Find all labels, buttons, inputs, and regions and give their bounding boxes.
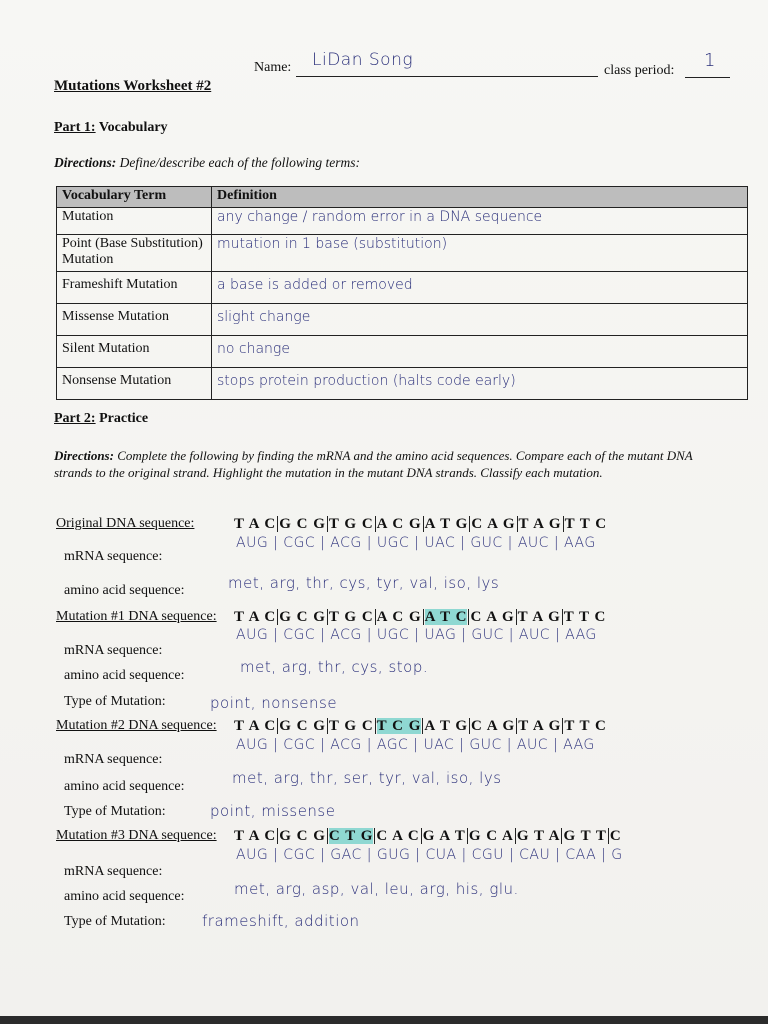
codon: G C G — [279, 516, 326, 532]
mutation3-mrna-answer: AUG | CGC | GAC | GUG | CUA | CGU | CAU | CAA | G — [236, 847, 623, 863]
mutation3-amino-answer: met, arg, asp, val, leu, arg, his, glu. — [234, 880, 519, 898]
class-period-value: 1 — [704, 50, 716, 71]
codon: T A C — [234, 516, 277, 532]
mutation2-mrna-answer: AUG | CGC | ACG | AGC | UAC | GUC | AUC | AAG — [236, 737, 595, 753]
class-period-underline — [685, 77, 730, 78]
mutation3-mrna-label: mRNA sequence: — [64, 864, 163, 879]
codon-separator — [327, 718, 328, 734]
codon: C A G — [471, 718, 516, 734]
codon: T G C — [328, 609, 374, 625]
mutation1-dna-label: Mutation #1 DNA sequence: — [56, 609, 217, 624]
worksheet-title: Mutations Worksheet #2 — [54, 78, 212, 94]
term-cell: Mutation — [57, 208, 212, 235]
codon: T A C — [234, 718, 277, 734]
part2-title: Practice — [99, 411, 149, 426]
part2-directions-prefix: Directions: — [54, 448, 114, 463]
part1-directions-prefix: Directions: — [54, 155, 117, 170]
term-cell: Frameshift Mutation — [57, 272, 212, 304]
codon: C A C — [376, 828, 420, 844]
part1-directions-text: Define/describe each of the following terms: — [119, 155, 360, 170]
mutation1-type-answer: point, nonsense — [210, 694, 338, 712]
mutation3-dna-sequence — [234, 828, 622, 845]
mutation2-dna-label: Mutation #2 DNA sequence: — [56, 718, 217, 733]
vocabulary-table — [56, 186, 748, 400]
codon: G C A — [468, 828, 514, 844]
col-vocabulary-term: Vocabulary Term — [57, 187, 212, 208]
mutation1-mrna-answer: AUG | CGC | ACG | UGC | UAG | GUC | AUC | AAG — [236, 627, 597, 643]
definition-cell: slight change — [212, 304, 748, 336]
part1-title: Vocabulary — [98, 120, 168, 135]
original-amino-answer: met, arg, thr, cys, tyr, val, iso, lys — [228, 574, 500, 592]
mutation1-amino-answer: met, arg, thr, cys, stop. — [240, 658, 429, 676]
codon: T A C — [234, 609, 277, 625]
mutation2-mrna-label: mRNA sequence: — [64, 752, 163, 767]
codon: A C G — [376, 516, 422, 532]
part2-directions — [54, 447, 734, 481]
term-cell: Missense Mutation — [57, 304, 212, 336]
codon-separator — [423, 609, 424, 625]
codon-separator — [375, 516, 376, 532]
col-definition: Definition — [212, 187, 748, 208]
class-period-label: class period: — [604, 63, 675, 78]
part2-directions-text: Complete the following by finding the mRNA and the amino acid sequences. Compare each of the mutant DNA strands to the original strand. Highlight the mutation in the mutant DNA strands. Classify each mutation. — [54, 448, 693, 480]
mutation2-type-answer: point, missense — [210, 802, 336, 820]
mutation1-dna-sequence — [234, 609, 606, 626]
codon-separator — [562, 609, 563, 625]
page-bottom-edge — [0, 1016, 768, 1024]
codon-separator — [515, 828, 516, 844]
mutation3-dna-label: Mutation #3 DNA sequence: — [56, 828, 217, 843]
table-row — [57, 208, 748, 235]
name-underline — [296, 76, 598, 77]
codon-separator — [517, 516, 518, 532]
term-cell: Nonsense Mutation — [57, 368, 212, 400]
vocabulary-header-row — [57, 187, 748, 208]
codon: T G C — [328, 516, 374, 532]
definition-cell: mutation in 1 base (substitution) — [212, 235, 748, 272]
codon-separator — [327, 516, 328, 532]
codon: G C G — [279, 609, 326, 625]
definition-cell: stops protein production (halts code early) — [212, 368, 748, 400]
codon: T T C — [564, 718, 607, 734]
codon: G T T — [563, 828, 607, 844]
codon: A T G — [424, 718, 469, 734]
codon-separator — [467, 828, 468, 844]
term-cell: Point (Base Substitution) Mutation — [57, 235, 212, 272]
original-dna-label: Original DNA sequence: — [56, 516, 195, 531]
codon: C — [609, 828, 622, 844]
codon: C A G — [470, 609, 515, 625]
mutation3-type-answer: frameshift, addition — [202, 912, 360, 930]
table-row — [57, 368, 748, 400]
codon-separator — [516, 609, 517, 625]
definition-cell: any change / random error in a DNA sequence — [212, 208, 748, 235]
codon-separator — [423, 516, 424, 532]
part1-directions — [54, 155, 360, 171]
codon: G C G — [279, 718, 326, 734]
highlighted-codon: A T C — [424, 609, 468, 625]
original-dna-sequence — [234, 516, 607, 533]
codon-separator — [563, 516, 564, 532]
term-cell: Silent Mutation — [57, 336, 212, 368]
codon-separator — [421, 828, 422, 844]
table-row — [57, 336, 748, 368]
part1-prefix: Part 1: — [54, 120, 96, 135]
codon: C A G — [471, 516, 516, 532]
codon: G T A — [516, 828, 561, 844]
mutation3-amino-label: amino acid sequence: — [64, 889, 185, 904]
codon: T G C — [328, 718, 374, 734]
part1-heading — [54, 120, 168, 136]
table-row — [57, 235, 748, 272]
name-value: LiDan Song — [312, 50, 414, 70]
codon: T T C — [563, 609, 607, 625]
original-mrna-label: mRNA sequence: — [64, 549, 163, 564]
codon: A T G — [424, 516, 469, 532]
mutation1-mrna-label: mRNA sequence: — [64, 643, 163, 658]
highlighted-codon: T C G — [376, 718, 422, 734]
codon: T A G — [518, 516, 562, 532]
mutation2-amino-answer: met, arg, thr, ser, tyr, val, iso, lys — [232, 769, 502, 787]
mutation1-amino-label: amino acid sequence: — [64, 668, 185, 683]
highlighted-codon: C T G — [328, 828, 374, 844]
mutation2-type-label: Type of Mutation: — [64, 804, 166, 819]
codon-separator — [375, 718, 376, 734]
mutation1-type-label: Type of Mutation: — [64, 694, 166, 709]
codon: T A C — [234, 828, 277, 844]
codon: G C G — [279, 828, 326, 844]
codon: T A G — [518, 718, 562, 734]
original-mrna-answer: AUG | CGC | ACG | UGC | UAC | GUC | AUC | AAG — [236, 535, 596, 551]
codon: T T C — [564, 516, 608, 532]
codon: A C G — [376, 609, 422, 625]
codon: G A T — [422, 828, 466, 844]
codon-separator — [469, 718, 470, 734]
mutation2-amino-label: amino acid sequence: — [64, 779, 185, 794]
codon: T A G — [517, 609, 561, 625]
original-amino-label: amino acid sequence: — [64, 583, 185, 598]
table-row — [57, 304, 748, 336]
definition-cell: no change — [212, 336, 748, 368]
name-label: Name: — [254, 60, 292, 75]
codon-separator — [375, 609, 376, 625]
mutation3-type-label: Type of Mutation: — [64, 914, 166, 929]
part2-prefix: Part 2: — [54, 411, 96, 426]
codon-separator — [608, 828, 609, 844]
part2-heading — [54, 411, 148, 427]
mutation2-dna-sequence — [234, 718, 607, 735]
codon-separator — [327, 609, 328, 625]
table-row — [57, 272, 748, 304]
definition-cell: a base is added or removed — [212, 272, 748, 304]
codon-separator — [327, 828, 328, 844]
